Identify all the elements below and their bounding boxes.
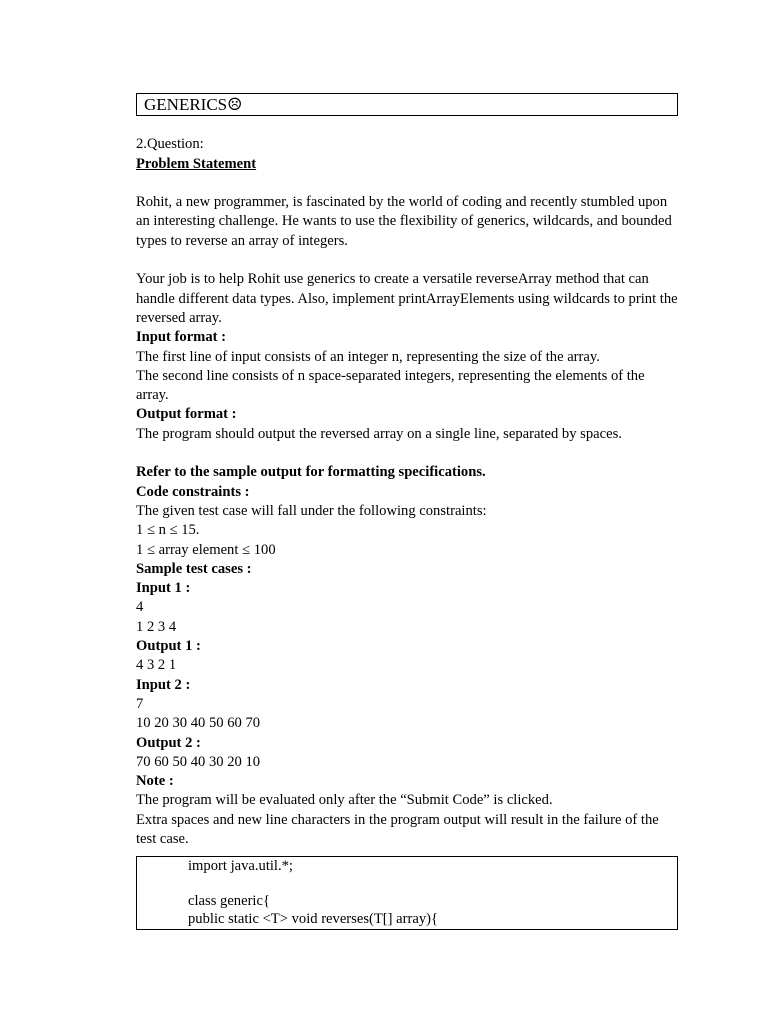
question-label: 2.Question: — [136, 136, 204, 153]
output1-label: Output 1 : — [136, 638, 201, 655]
note-line2: Extra spaces and new line characters in the program output will result in the failure of the test case. — [136, 811, 659, 847]
sample-heading: Sample test cases : — [136, 560, 252, 577]
input2-label: Input 2 : — [136, 676, 191, 693]
output2-label: Output 2 : — [136, 734, 201, 751]
constraints-intro: The given test case will fall under the following constraints: — [136, 502, 487, 519]
spacer — [136, 174, 678, 193]
spacer — [136, 251, 678, 270]
code-line: import java.util.*; — [188, 858, 293, 875]
task-paragraph: Your job is to help Rohit use generics to create a versatile reverseArray method that can handle different data types. Also, implement printArrayElements using wildcards to print the reversed array. — [136, 271, 678, 326]
constraints-heading: Code constraints : — [136, 483, 250, 500]
constraint-element: 1 ≤ array element ≤ 100 — [136, 541, 276, 558]
code-box — [136, 856, 678, 930]
spacer — [136, 116, 678, 135]
page-title: GENERICS☹ — [144, 95, 243, 114]
input1-line1: 4 — [136, 599, 144, 616]
constraint-n: 1 ≤ n ≤ 15. — [136, 522, 200, 539]
spacer — [136, 444, 678, 463]
refer-note: Refer to the sample output for formatting specifications. — [136, 464, 486, 481]
spacer — [188, 876, 677, 894]
intro-paragraph: Rohit, a new programmer, is fascinated by the world of coding and recently stumbled upon an interesting challenge. He wants to use the flexibility of generics, wildcards, and bounded types to reverse an array of integers. — [136, 194, 672, 249]
code-line: public static <T> void reverses(T[] array){ — [188, 910, 438, 927]
document-page — [136, 93, 678, 930]
output1-line1: 4 3 2 1 — [136, 657, 177, 674]
code-line: class generic{ — [188, 893, 270, 910]
input2-line2: 10 20 30 40 50 60 70 — [136, 715, 261, 732]
output-format-heading: Output format : — [136, 406, 237, 423]
note-line1: The program will be evaluated only after the “Submit Code” is clicked. — [136, 792, 553, 809]
problem-heading: Problem Statement — [136, 155, 257, 172]
input-format-line2: The second line consists of n space-separated integers, representing the elements of the array. — [136, 367, 645, 404]
input2-line1: 7 — [136, 695, 144, 712]
input-format-heading: Input format : — [136, 329, 226, 346]
input-format-line1: The first line of input consists of an integer n, representing the size of the array. — [136, 348, 600, 365]
title-box — [136, 93, 678, 116]
output-format-line1: The program should output the reversed array on a single line, separated by spaces. — [136, 425, 622, 442]
input1-line2: 1 2 3 4 — [136, 618, 177, 635]
note-heading: Note : — [136, 773, 174, 790]
output2-line1: 70 60 50 40 30 20 10 — [136, 753, 261, 770]
input1-label: Input 1 : — [136, 580, 191, 597]
